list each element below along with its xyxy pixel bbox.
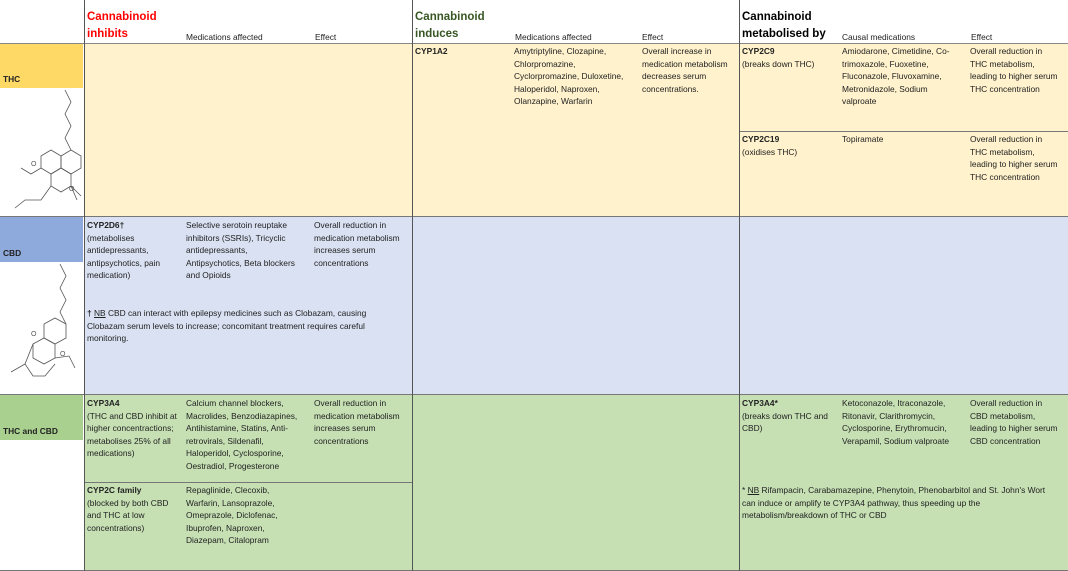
- svg-text:O: O: [31, 331, 37, 338]
- header-medications-affected: Medications affected: [515, 32, 592, 42]
- column-divider: [84, 0, 85, 571]
- enzyme-cyp1a2: CYP1A2: [415, 46, 448, 56]
- enzyme-cyp3a4-metabolised: CYP3A4* (breaks down THC and CBD): [742, 398, 828, 434]
- medications-cell: Ketoconazole, Itraconazole, Ritonavir, Clarithromycin, Cyclosporine, Erythromucin, Verapamil, Sodium valproate: [842, 398, 950, 446]
- header-effect: Effect: [971, 32, 993, 42]
- svg-text:O: O: [60, 351, 66, 358]
- cell-divider: [740, 131, 1068, 132]
- row-divider: [0, 394, 1068, 395]
- cbd-molecule-icon: [5, 264, 83, 388]
- cell-divider: [84, 482, 412, 483]
- thc-molecule-icon: [5, 90, 83, 214]
- row-label-thc-and-cbd: THC and CBD: [0, 395, 83, 440]
- header-induces: Cannabinoid induces: [415, 11, 485, 40]
- row-divider: [0, 216, 1068, 217]
- medications-cell: Selective serotoin reuptake inhibitors (SSRIs), Tricyclic antidepressants, Antipsychotics, Beta blockers and Opioids: [186, 220, 295, 281]
- cbd-footnote: † NB CBD can interact with epilepsy medicines such as Clobazam, causing Clobazam serum levels to increase; concomitant treatment requires careful monitoring.: [87, 308, 367, 344]
- enzyme-cyp2d6: CYP2D6† (metabolises antidepressants, antipsychotics, pain medication): [87, 220, 161, 281]
- header-causal-medications: Causal medications: [842, 32, 916, 42]
- row-label-thc: THC: [0, 44, 83, 88]
- enzyme-cyp2c9: CYP2C9 (breaks down THC): [742, 46, 815, 69]
- medications-cell: Calcium channel blockers, Macrolides, Benzodiazapines, Antihistamine, Statins, Anti- retrovirals, Sildenafil, Haloperidol, Cyclosporine, Oestradiol, Progesterone: [186, 398, 298, 471]
- cyp3a4-footnote: * NB Rifampacin, Carabamazepine, Phenytoin, Phenobarbitol and St. John's Wort can induce or amplify te CYP3A4 pathway, thus speeding up the metabolism/breakdown of THC or CBD: [742, 485, 1046, 521]
- header-metabolised-by: Cannabinoid metabolised by: [742, 11, 826, 40]
- effect-cell: Overall reduction in medication metabolism increases serum concentrations: [314, 398, 400, 446]
- enzyme-cyp3a4: CYP3A4 (THC and CBD inhibit at higher concentractions; metabolises 25% of all medications): [87, 398, 177, 459]
- effect-cell: Overall reduction in CBD metabolism, leading to higher serum CBD concentration: [970, 398, 1058, 446]
- header-divider: [0, 43, 1068, 44]
- header-effect: Effect: [315, 32, 337, 42]
- effect-cell: Overall reduction in medication metabolism increases serum concentrations: [314, 220, 400, 268]
- effect-cell: Overall reduction in THC metabolism, leading to higher serum THC concentration: [970, 46, 1058, 94]
- effect-cell: Overall increase in medication metabolism decreases serum concentrations.: [642, 46, 728, 94]
- column-divider: [739, 0, 740, 571]
- header-effect: Effect: [642, 32, 664, 42]
- medications-cell: Amiodarone, Cimetidine, Co- trimoxazole, Fuoxetine, Fluconazole, Fluvoxamine, Metronidazole, Sodium valproate: [842, 46, 950, 107]
- enzyme-cyp2c19: CYP2C19 (oxidises THC): [742, 134, 798, 157]
- row-label-cbd: CBD: [0, 217, 83, 262]
- svg-text:O: O: [69, 186, 75, 193]
- header-inhibits: Cannabinoid inhibits: [87, 11, 157, 40]
- medications-cell: Topiramate: [842, 134, 884, 144]
- svg-text:O: O: [31, 161, 37, 168]
- enzyme-cyp2c-family: CYP2C family (blocked by both CBD and THC at low concentrations): [87, 485, 169, 533]
- column-divider: [412, 0, 413, 571]
- medications-cell: Amytriptyline, Clozapine, Chlorpromazine, Cyclorpromazine, Duloxetine, Haloperidol, Naproxen, Olanzapine, Warfarin: [514, 46, 624, 107]
- header-medications-affected: Medications affected: [186, 32, 263, 42]
- medications-cell: Repaglinide, Clecoxib, Warfarin, Lansoprazole, Omeprazole, Diclofenac, Ibuprofen, Naproxen, Diazepam, Citalopram: [186, 485, 278, 546]
- effect-cell: Overall reduction in THC metabolism, leading to higher serum THC concentration: [970, 134, 1058, 182]
